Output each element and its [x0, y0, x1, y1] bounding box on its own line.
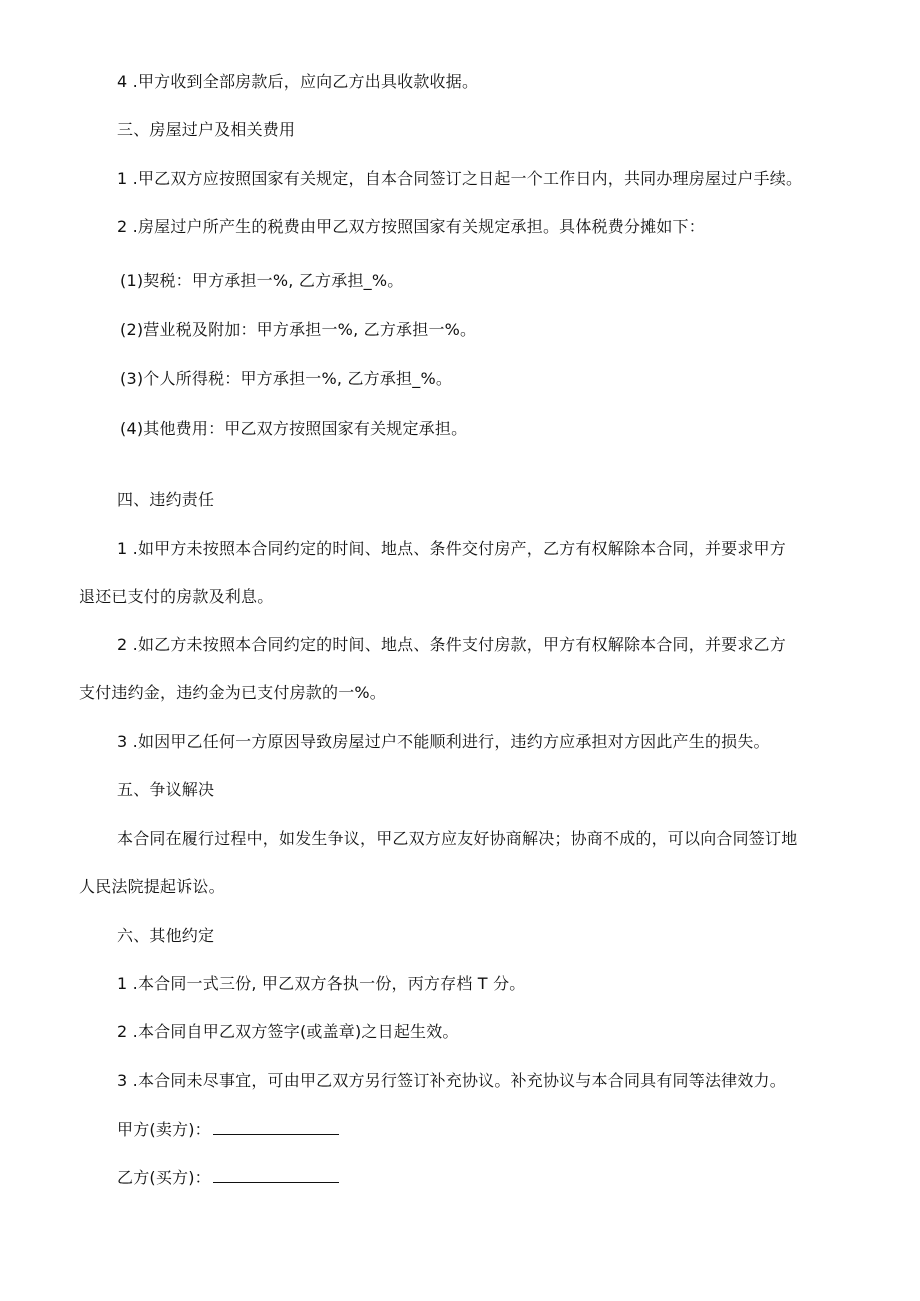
breach-clause-3: 3 .如因甲乙任何一方原因导致房屋过户不能顺利进行，违约方应承担对方因此产生的损失。	[117, 732, 770, 751]
other-clause-3: 3 .本合同未尽事宜，可由甲乙双方另行签订补充协议。补充协议与本合同具有同等法律效力。	[117, 1071, 786, 1090]
tax-item-other: (4)其他费用：甲乙双方按照国家有关规定承担。	[120, 419, 468, 438]
party-a-label: 甲方(卖方)：	[117, 1120, 211, 1139]
breach-clause-1: 1 .如甲方未按照本合同约定的时间、地点、条件交付房产，乙方有权解除本合同，并要求甲方	[117, 539, 786, 558]
breach-clause-2: 2 .如乙方未按照本合同约定的时间、地点、条件支付房款，甲方有权解除本合同，并要求乙方	[117, 635, 786, 654]
signature-party-a	[117, 1119, 339, 1141]
dispute-clause: 本合同在履行过程中，如发生争议，甲乙双方应友好协商解决；协商不成的，可以向合同签订地	[117, 829, 798, 848]
clause-1-transfer: 1 .甲乙双方应按照国家有关规定，自本合同签订之日起一个工作日内，共同办理房屋过户手续。	[117, 169, 803, 188]
clause-2-taxes: 2 .房屋过户所产生的税费由甲乙双方按照国家有关规定承担。具体税费分摊如下：	[117, 217, 705, 236]
clause-4-receipt: 4 .甲方收到全部房款后，应向乙方出具收款收据。	[117, 72, 479, 91]
signature-party-b	[117, 1167, 339, 1189]
section-heading-breach: 四、违约责任	[117, 490, 215, 509]
dispute-clause-continued: 人民法院提起诉讼。	[79, 877, 225, 896]
other-clause-1: 1 .本合同一式三份, 甲乙双方各执一份，丙方存档 T 分。	[117, 974, 526, 993]
other-clause-2: 2 .本合同自甲乙双方签字(或盖章)之日起生效。	[117, 1022, 459, 1041]
breach-clause-2-continued: 支付违约金，违约金为已支付房款的一%。	[79, 683, 387, 702]
party-b-signature-blank	[213, 1168, 339, 1183]
section-heading-transfer: 三、房屋过户及相关费用	[117, 120, 296, 139]
party-a-signature-blank	[213, 1120, 339, 1135]
breach-clause-1-continued: 退还已支付的房款及利息。	[79, 587, 274, 606]
tax-item-business: (2)营业税及附加：甲方承担一%, 乙方承担一%。	[120, 320, 477, 339]
section-heading-dispute: 五、争议解决	[117, 780, 215, 799]
section-heading-other: 六、其他约定	[117, 926, 215, 945]
tax-item-deed: (1)契税：甲方承担一%, 乙方承担_%。	[120, 271, 404, 290]
party-b-label: 乙方(买方)：	[117, 1168, 211, 1187]
tax-item-income: (3)个人所得税：甲方承担一%, 乙方承担_%。	[120, 369, 453, 388]
